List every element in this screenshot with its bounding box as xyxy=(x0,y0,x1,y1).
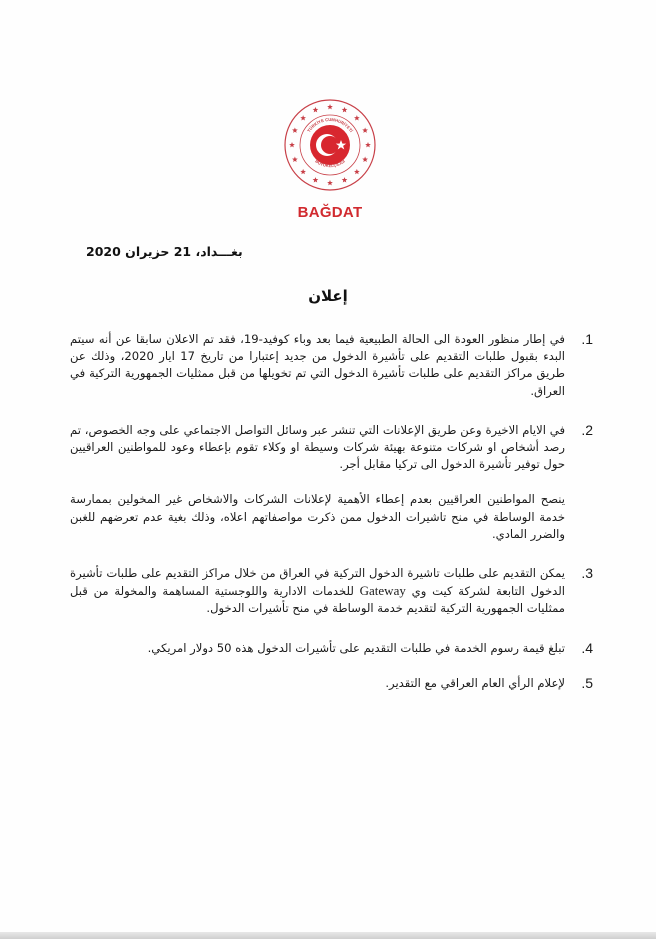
list-item-number: 5. xyxy=(581,674,593,691)
emblem-star-icon xyxy=(354,115,360,120)
list-item-number: 3. xyxy=(581,565,593,582)
emblem-star-icon xyxy=(327,180,333,185)
list-item xyxy=(70,422,593,474)
list-item-number: 4. xyxy=(581,639,593,656)
emblem-star-icon xyxy=(313,107,319,112)
list-item xyxy=(70,565,593,618)
list-item-text: في الايام الاخيرة وعن طريق الإعلانات التي تنشر عبر وسائل التواصل الاجتماعي على وجه الخصوص، تم رصد أشخاص او شركات متنوعة بهيئة شركات وسيطة او وكلاء تقوم بإعطاء وعود للمواطنين العراقيين حول توفير تأشيرة الدخول الى تركيا مقابل أجر. xyxy=(70,422,565,472)
emblem-star-icon xyxy=(342,177,348,182)
emblem-star-icon xyxy=(292,127,298,132)
company-name: Gateway xyxy=(359,583,406,599)
emblem-star-icon xyxy=(300,115,306,120)
list-item-text: في إطار منظور العودة الى الحالة الطبيعية فيما بعد وباء كوفيد-19، فقد تم الاعلان سابقا عن أنه سيتم البدء بقبول طلبات التقديم على تأشيرة الدخول من جديد إعتبارا من تاريخ 17 ايار 2020، وذلك عن طريق مراكز التقديم على طلبات تأشيرة الدخول التي تم تخويلها من قبل ممثليات الجمهورية التركية في العراق. xyxy=(70,332,566,398)
list-item-text-part: يمكن التقديم على طلبات تاشيرة الدخول التركية في العراق من خلال مراكز التقديم على طلبات تأشيرة الدخول التابعة لشركة كيت وي xyxy=(70,566,566,599)
emblem-star-icon xyxy=(362,157,368,162)
embassy-emblem-icon xyxy=(283,98,377,192)
list-item-text-part: للخدمات الادارية واللوجستية المساهمة والمخولة من قبل ممثليات الجمهورية التركية لتقديم خدمة الوساطة في منح تأشيرات الدخول. xyxy=(70,584,565,616)
emblem-star-icon xyxy=(292,157,298,162)
list-item-number: 1. xyxy=(581,331,593,347)
page-bottom-edge xyxy=(0,932,656,939)
list-item-number: 2. xyxy=(581,421,593,438)
emblem-star-icon xyxy=(362,127,368,132)
emblem-star-icon xyxy=(354,169,360,174)
emblem-star-icon xyxy=(327,104,333,109)
emblem-star-icon xyxy=(300,169,306,174)
announcement-title: إعلان xyxy=(308,287,348,305)
emblem-star-icon xyxy=(313,177,319,182)
emblem-star-icon xyxy=(342,107,348,112)
announcement-body xyxy=(70,331,593,692)
date-line: بغـــداد، 21 حزيران 2020 xyxy=(86,244,243,259)
advisory-paragraph: ينصح المواطنين العراقيين بعدم إعطاء الأهمية لإعلانات الشركات والاشخاص غير المخولين بممارسة خدمة الوساطة في منح تاشيرات الدخول ممن ذكرت مواصفاتهم اعلاه، وذلك بغية عدم تعرضهم للغبن والضرر المادي. xyxy=(70,492,565,541)
list-item-text: تبلغ قيمة رسوم الخدمة في طلبات التقديم على تأشيرات الدخول هذه 50 دولار امريكي. xyxy=(147,640,565,655)
emblem-star-icon xyxy=(365,142,371,147)
list-item xyxy=(70,331,593,400)
emblem-ring-text-bottom: BÜYÜKELÇİLİĞİ xyxy=(314,158,346,169)
list-item-text xyxy=(70,565,565,618)
emblem-star-icon xyxy=(289,142,295,147)
list-item xyxy=(70,640,593,657)
list-item-text: لإعلام الرأي العام العراقي مع التقدير. xyxy=(385,675,565,690)
list-item xyxy=(70,675,593,692)
emblem-ring-text-top: TÜRKİYE CUMHURİYETİ xyxy=(306,116,354,134)
embassy-city-label: BAĞDAT xyxy=(297,204,363,221)
